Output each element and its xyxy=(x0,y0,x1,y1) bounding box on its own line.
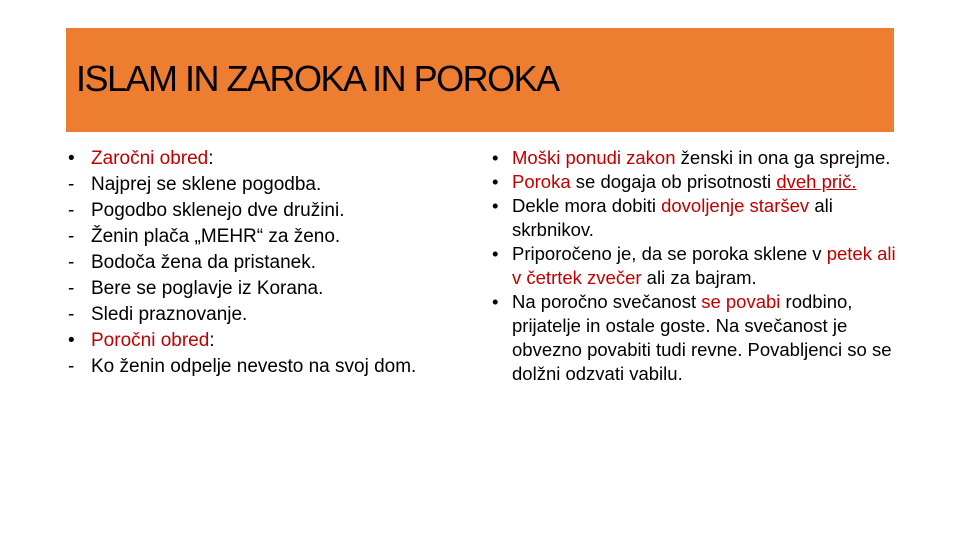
item-text: se dogaja ob prisotnosti xyxy=(570,171,777,192)
right-column xyxy=(492,146,902,386)
bullet-marker: • xyxy=(492,147,499,168)
list-item-heading-wedding xyxy=(68,328,453,354)
list-item xyxy=(492,194,902,242)
highlight-text: petek ali v četrtek zvečer xyxy=(512,243,896,288)
item-text: Bodoča žena da pristanek. xyxy=(91,252,316,273)
highlight-text: Poročni obred xyxy=(91,330,210,351)
underlined-text: dveh prič. xyxy=(776,171,857,192)
list-item xyxy=(492,146,902,170)
list-item xyxy=(68,250,453,276)
bullet-marker: • xyxy=(492,171,499,192)
item-text: Na poročno svečanost xyxy=(512,291,702,312)
dash-marker: - xyxy=(68,304,75,325)
item-text: : xyxy=(209,330,215,351)
slide-title: ISLAM IN ZAROKA IN POROKA xyxy=(76,58,559,99)
left-column xyxy=(68,146,453,380)
item-text: rodbino, prijatelje in ostale goste. Na svečanost je obvezno povabiti tudi revne. Povabljenci so se dolžni odzvati vabilu. xyxy=(512,291,892,384)
item-text: : xyxy=(208,148,214,169)
dash-marker: - xyxy=(68,200,75,221)
dash-marker: - xyxy=(68,174,75,195)
item-text: Priporočeno je, da se poroka sklene v xyxy=(512,243,827,264)
bullet-marker: • xyxy=(68,148,75,169)
highlight-text: dovoljenje staršev xyxy=(661,195,810,216)
bullet-marker: • xyxy=(492,195,499,216)
item-text: ali za bajram. xyxy=(641,267,757,288)
dash-marker: - xyxy=(68,278,75,299)
item-text: Bere se poglavje iz Korana. xyxy=(91,278,324,299)
list-item xyxy=(492,290,902,386)
item-text: Pogodbo sklenejo dve družini. xyxy=(91,200,345,221)
bullet-marker: • xyxy=(492,291,499,312)
bullet-marker: • xyxy=(68,330,75,351)
highlight-text: Zaročni obred xyxy=(91,148,209,169)
dash-marker: - xyxy=(68,356,75,377)
dash-marker: - xyxy=(68,226,75,247)
highlight-text: Moški ponudi zakon xyxy=(512,147,676,168)
list-item xyxy=(68,354,453,380)
title-bar xyxy=(66,28,894,132)
dash-marker: - xyxy=(68,252,75,273)
list-item xyxy=(68,276,453,302)
list-item xyxy=(492,242,902,290)
list-item xyxy=(68,302,453,328)
item-text: Ko ženin odpelje nevesto na svoj dom. xyxy=(91,356,417,377)
list-item xyxy=(492,170,902,194)
item-text: Sledi praznovanje. xyxy=(91,304,248,325)
item-text: ženski in ona ga sprejme. xyxy=(675,147,891,168)
list-item-heading-engagement xyxy=(68,146,453,172)
list-item xyxy=(68,198,453,224)
highlight-text: Poroka xyxy=(512,171,571,192)
bullet-marker: • xyxy=(492,243,499,264)
list-item xyxy=(68,172,453,198)
item-text: Najprej se sklene pogodba. xyxy=(91,174,322,195)
item-text: Ženin plača „MEHR“ za ženo. xyxy=(91,226,341,247)
item-text: Dekle mora dobiti xyxy=(512,195,662,216)
list-item xyxy=(68,224,453,250)
highlight-text: se povabi xyxy=(701,291,781,312)
item-text: ali skrbnikov. xyxy=(512,195,833,240)
